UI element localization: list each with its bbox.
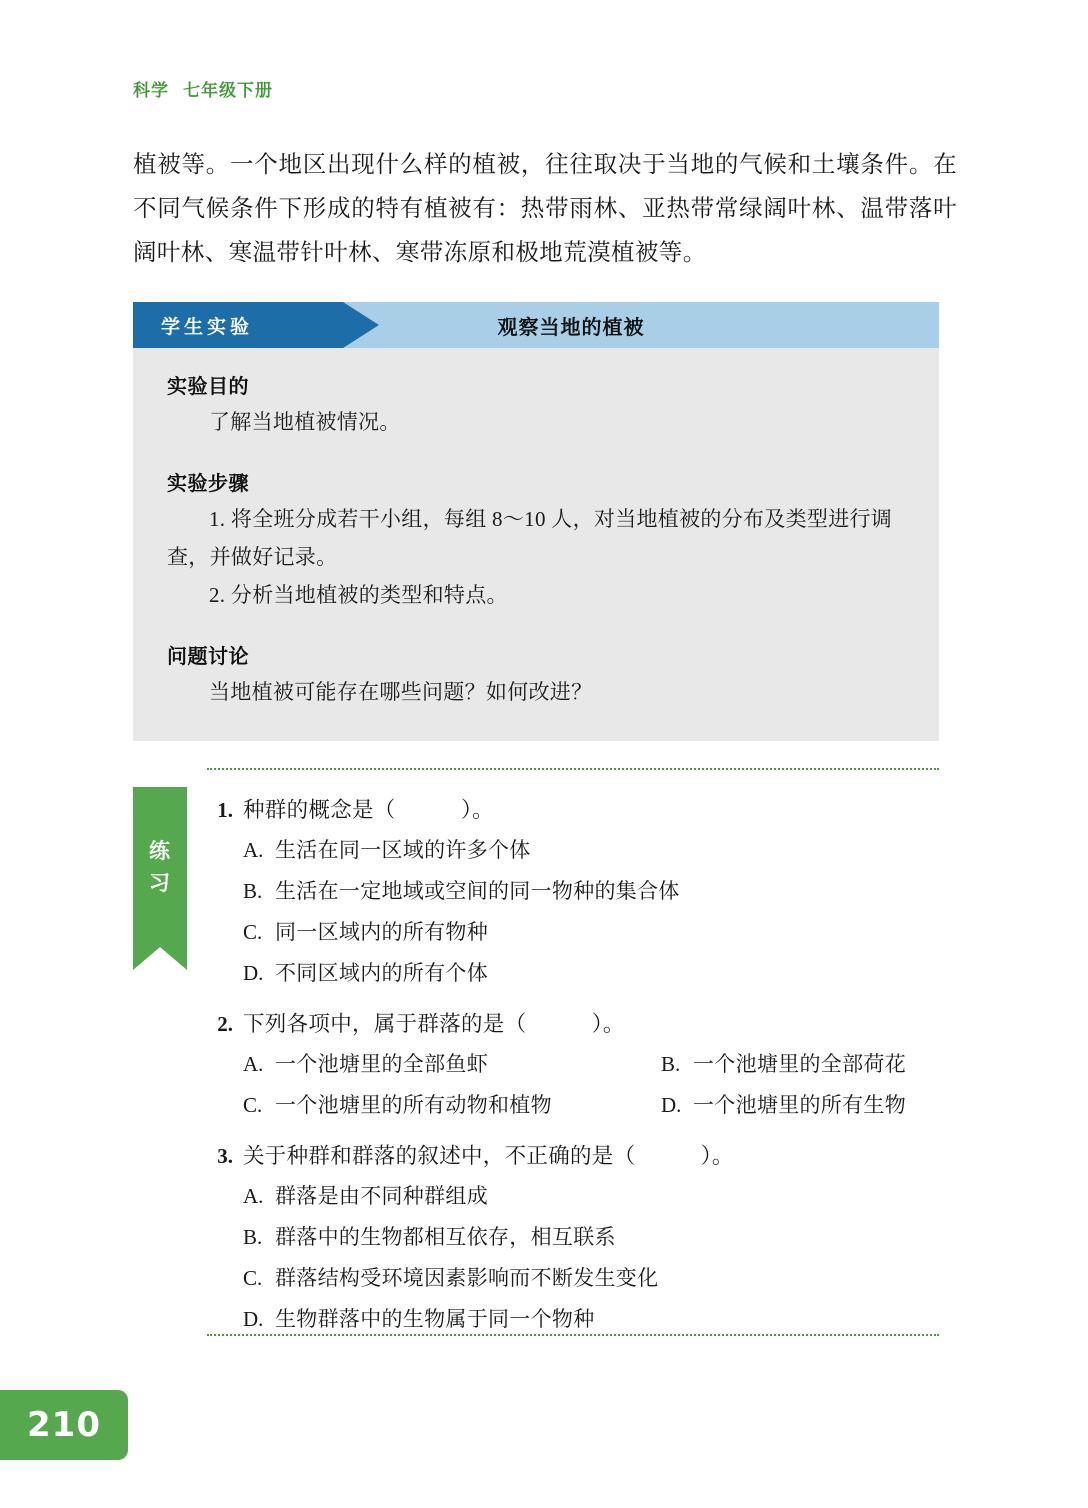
option-text: 群落结构受环境因素影响而不断发生变化 — [275, 1266, 659, 1290]
option-label: A. — [243, 838, 264, 862]
option — [243, 912, 488, 953]
question-stem — [207, 1004, 947, 1044]
option-label: B. — [243, 1225, 263, 1249]
option-text: 生活在一定地域或空间的同一物种的集合体 — [275, 879, 680, 903]
option-text: 生物群落中的生物属于同一个物种 — [275, 1307, 595, 1331]
running-head-subject: 科学 — [133, 81, 169, 101]
experiment-tag-arrow-icon — [343, 302, 379, 348]
option — [243, 1299, 595, 1340]
option-label: C. — [243, 1266, 263, 1290]
experiment-discussion-heading: 问题讨论 — [167, 644, 249, 668]
option-label: A. — [243, 1184, 264, 1208]
option-text: 群落中的生物都相互依存，相互联系 — [275, 1225, 616, 1249]
running-head-grade: 七年级下册 — [183, 81, 273, 101]
option-row — [243, 1176, 947, 1217]
option — [243, 1217, 616, 1258]
option-row — [243, 1085, 947, 1126]
question-item — [207, 1004, 947, 1126]
experiment-tag-label: 学生实验 — [133, 302, 343, 348]
experiment-purpose-text: 了解当地植被情况。 — [209, 410, 401, 434]
option-row — [243, 1258, 947, 1299]
question-text: 关于种群和群落的叙述中，不正确的是（ ）。 — [243, 1144, 734, 1168]
practice-questions — [207, 790, 947, 1350]
experiment-step-2: 2. 分析当地植被的类型和特点。 — [209, 583, 508, 607]
option — [243, 830, 531, 871]
option-label: B. — [243, 879, 263, 903]
question-text: 种群的概念是（ ）。 — [243, 798, 494, 822]
practice-tab-label-line1: 练 — [149, 839, 171, 863]
option-row — [243, 1044, 947, 1085]
experiment-body — [133, 348, 939, 741]
question-number: 1. — [217, 798, 233, 822]
practice-divider-top — [207, 768, 939, 770]
question-options — [243, 1176, 947, 1340]
question-stem — [207, 790, 947, 830]
question-text: 下列各项中，属于群落的是（ ）。 — [243, 1012, 625, 1036]
option-label: D. — [243, 961, 264, 985]
option-row — [243, 953, 947, 994]
option-text: 不同区域内的所有个体 — [275, 961, 488, 985]
experiment-steps-heading: 实验步骤 — [167, 471, 249, 495]
option — [243, 871, 680, 912]
option-text: 一个池塘里的全部鱼虾 — [275, 1052, 488, 1076]
experiment-purpose-heading: 实验目的 — [167, 374, 249, 398]
question-options — [243, 830, 947, 994]
option-label: A. — [243, 1052, 264, 1076]
option-label: C. — [243, 920, 263, 944]
option-text: 生活在同一区域的许多个体 — [275, 838, 531, 862]
option-label: C. — [243, 1093, 263, 1117]
question-item — [207, 1136, 947, 1340]
option-text: 一个池塘里的所有动物和植物 — [275, 1093, 552, 1117]
experiment-header — [133, 302, 939, 348]
experiment-discussion-text: 当地植被可能存在哪些问题？如何改进？ — [209, 680, 593, 704]
option-text: 同一区域内的所有物种 — [275, 920, 488, 944]
question-number: 2. — [217, 1012, 233, 1036]
option — [661, 1085, 906, 1126]
option-text: 群落是由不同种群组成 — [275, 1184, 488, 1208]
option-label: D. — [661, 1093, 682, 1117]
option — [661, 1044, 906, 1085]
option — [243, 1044, 661, 1085]
option-row — [243, 1217, 947, 1258]
page-number: 210 — [0, 1390, 128, 1460]
question-item — [207, 790, 947, 994]
question-stem — [207, 1136, 947, 1176]
option — [243, 1258, 658, 1299]
practice-tab — [133, 787, 187, 947]
option-text: 一个池塘里的全部荷花 — [693, 1052, 906, 1076]
option-row — [243, 1299, 947, 1340]
question-number: 3. — [217, 1144, 233, 1168]
option-label: B. — [661, 1052, 681, 1076]
option-row — [243, 830, 947, 871]
body-paragraph — [133, 143, 957, 275]
student-experiment-box — [133, 302, 939, 741]
option — [243, 1085, 661, 1126]
experiment-step-1: 1. 将全班分成若干小组，每组 8～10 人，对当地植被的分布及类型进行调查，并做好记录。 — [167, 507, 893, 569]
question-options — [243, 1044, 947, 1126]
option-label: D. — [243, 1307, 264, 1331]
option — [243, 953, 488, 994]
option-row — [243, 912, 947, 953]
body-paragraph-text: 植被等。一个地区出现什么样的植被，往往取决于当地的气候和土壤条件。在不同气候条件下形成的特有植被有：热带雨林、亚热带常绿阔叶林、温带落叶阔叶林、寒温带针叶林、寒带冻原和极地荒漠植被等。 — [133, 152, 957, 266]
option-text: 一个池塘里的所有生物 — [693, 1093, 906, 1117]
experiment-title: 观察当地的植被 — [497, 314, 645, 339]
practice-tab-label-line2: 习 — [149, 871, 171, 895]
option-row — [243, 871, 947, 912]
option — [243, 1176, 488, 1217]
running-head — [133, 76, 273, 101]
